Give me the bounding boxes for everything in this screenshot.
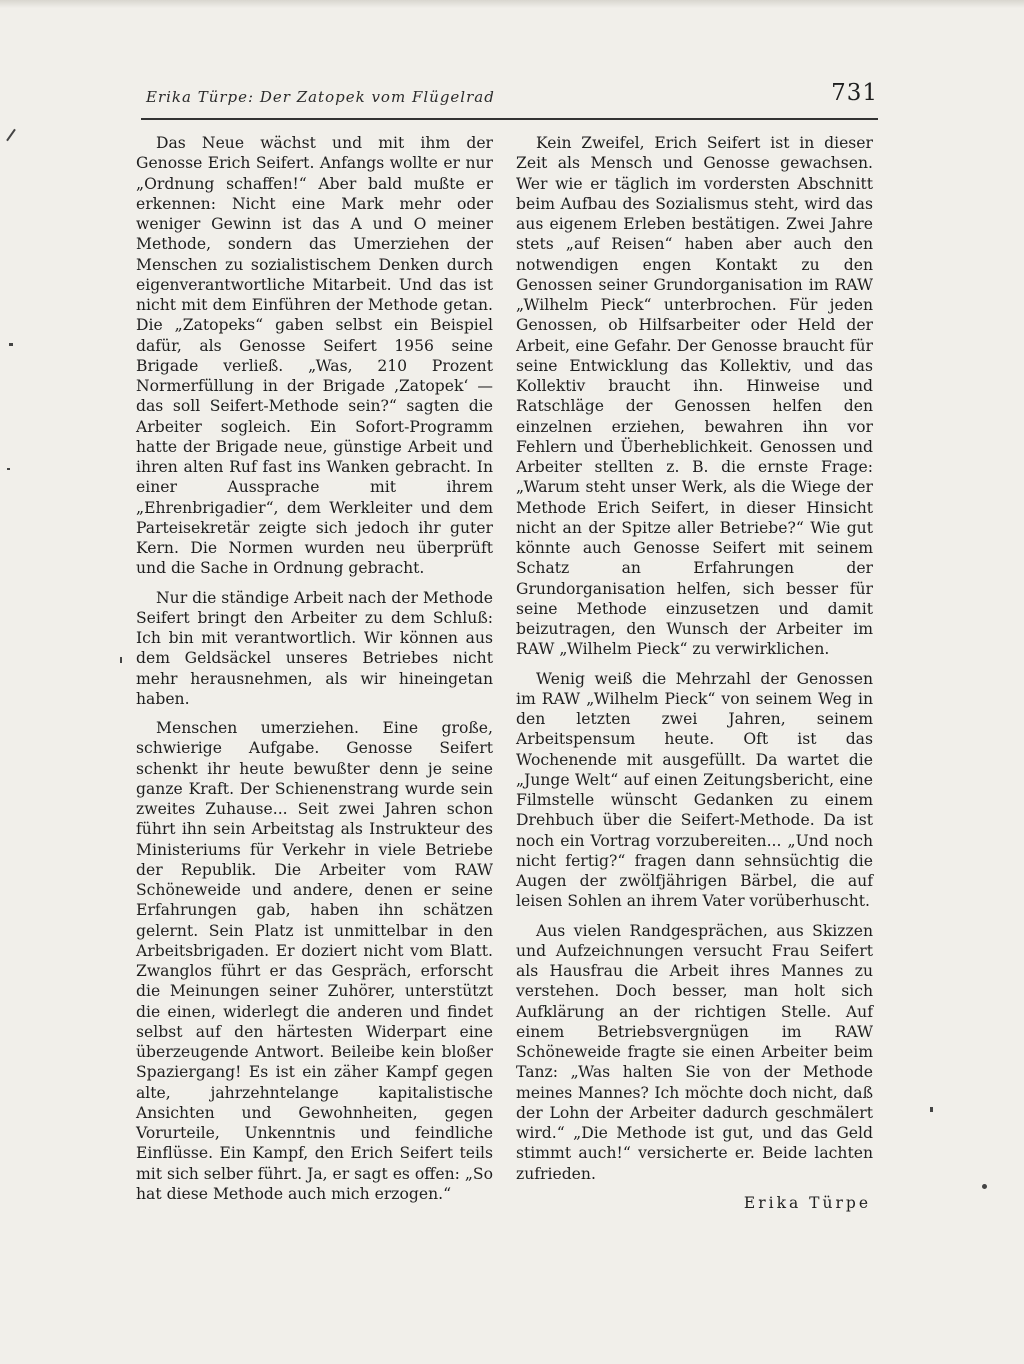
scan-speck bbox=[7, 468, 10, 470]
scan-speck bbox=[120, 657, 122, 663]
paragraph: Kein Zweifel, Erich Seifert ist in dieser Zeit als Mensch und Genosse gewachsen. Wer wie er täglich im vordersten Abschnitt beim Aufbau des Sozialismus steht, wird das aus eigenem Erleben bestätigen. Zwei Jahre stets „auf Reisen“ haben aber auch den notwendigen engen Kontakt zu den Genossen seiner Grundorganisation im RAW „Wilhelm Pieck“ unterbrochen. Für jeden Genossen, ob Hilfsarbeiter oder Held der Arbeit, eine Gefahr. Der Genosse braucht für seine Entwicklung das Kollektiv, und das Kollektiv braucht ihn. Hinweise und Ratschläge der Genossen helfen den einzelnen erziehen, bewahren ihn vor Fehlern und Überheblichkeit. Genossen und Arbeiter stellten z. B. die ernste Frage: „Warum steht unser Werk, als die Wiege der Methode Erich Seifert, in dieser Hinsicht nicht an der Spitze aller Betriebe?“ Wie gut könnte auch Genosse Seifert mit seinem Schatz an Erfahrungen der Grundorganisation helfen, sich besser für seine Methode einzusetzen und damit beizutragen, den Wunsch der Arbeiter im RAW „Wilhelm Pieck“ zu verwirklichen. bbox=[516, 134, 873, 659]
running-head: Erika Türpe: Der Zatopek vom Flügelrad bbox=[146, 88, 495, 106]
left-column bbox=[136, 133, 493, 1213]
scan-edge bbox=[0, 0, 1024, 8]
paragraph: Wenig weiß die Mehrzahl der Genossen im RAW „Wilhelm Pieck“ von seinem Weg in den letzten zwei Jahren, seinem Arbeitspensum heute. Oft ist das Wochenende mit ausgefüllt. Da wartet die „Junge Welt“ auf einen Zeitungsbericht, eine Filmstelle wünscht Gedanken zu einem Drehbuch über die Seifert-Methode. Da ist noch ein Vortrag vorzubereiten... „Und noch nicht fertig?“ fragen dann sehnsüchtig die Augen der zwölfjährigen Bärbel, die auf leisen Sohlen an ihrem Vater vorüberhuscht. bbox=[516, 669, 873, 911]
scan-speck bbox=[6, 129, 16, 142]
author-signature: Erika Türpe bbox=[743, 1193, 871, 1212]
page-number: 731 bbox=[831, 80, 878, 106]
paragraph: Das Neue wächst und mit ihm der Genosse Erich Seifert. Anfangs wollte er nur „Ordnung schaffen!“ Aber bald mußte er erkennen: Nicht eine Mark mehr oder weniger Gewinn ist das A und O meiner Methode, sondern das Umerziehen der Menschen zu sozialistischem Denken durch eigenverantwortliche Mitarbeit. Und das ist nicht mit dem Einführen der Methode getan. Die „Zatopeks“ gaben selbst ein Beispiel dafür, als Genosse Seifert 1956 seine Brigade verließ. „Was, 210 Prozent Normerfüllung in der Brigade ‚Zatopek‘ — das soll Seifert-Methode sein?“ sagten die Arbeiter sogleich. Ein Sofort-Programm hatte der Brigade neue, günstige Arbeit und ihren alten Ruf fast ins Wanken gebracht. In einer Aussprache mit ihrem „Ehrenbrigadier“, dem Werkleiter und dem Parteisekretär zeigte sich jedoch ihr guter Kern. Die Normen wurden neu überprüft und die Sache in Ordnung gebracht. bbox=[136, 134, 493, 578]
scan-speck bbox=[9, 343, 13, 346]
right-column bbox=[516, 133, 873, 1213]
header-rule bbox=[141, 118, 878, 120]
paragraph: Menschen umerziehen. Eine große, schwierige Aufgabe. Genosse Seifert schenkt ihr heute bewußter denn je seine ganze Kraft. Der Schienenstrang wurde sein zweites Zuhause... Seit zwei Jahren schon führt ihn sein Arbeitstag als Instrukteur des Ministeriums für Verkehr in viele Betriebe der Republik. Die Arbeiter vom RAW Schöneweide und andere, denen er seine Erfahrungen gab, haben ihn schätzen gelernt. Sein Platz ist unmittelbar in den Arbeitsbrigaden. Er doziert nicht vom Blatt. Zwanglos führt er das Gespräch, erforscht die Meinungen seiner Zuhörer, unterstützt die einen, widerlegt die anderen und findet selbst auf den härtesten Widerpart eine überzeugende Antwort. Beileibe kein bloßer Spaziergang! Es ist ein zäher Kampf gegen alte, jahrzehntelange kapitalistische Ansichten und Gewohnheiten, gegen Vorurteile, Unkenntnis und feindliche Einflüsse. Ein Kampf, den Erich Seifert teils mit sich selber führt. Ja, er sagt es offen: „So hat diese Methode auch mich erzogen.“ bbox=[136, 719, 493, 1203]
paragraph: Nur die ständige Arbeit nach der Methode Seifert bringt den Arbeiter zu dem Schluß: Ich bin mit verantwortlich. Wir können aus dem Geldsäckel unseres Betriebes nicht mehr herausnehmen, als wir hineingetan haben. bbox=[136, 588, 493, 708]
scan-speck bbox=[930, 1107, 933, 1112]
paragraph: Aus vielen Randgesprächen, aus Skizzen und Aufzeichnungen versucht Frau Seifert als Hausfrau die Arbeit ihres Mannes zu verstehen. Doch besser, man holt sich Aufklärung an der richtigen Stelle. Auf einem Betriebsvergnügen im RAW Schöneweide fragte sie einen Arbeiter beim Tanz: „Was halten Sie von der Methode meines Mannes? Ich möchte doch nicht, daß der Lohn der Arbeiter dadurch geschmälert wird.“ „Die Methode ist gut, und das Geld stimmt auch!“ versicherte er. Beide lachten zufrieden. bbox=[516, 921, 873, 1183]
scan-speck bbox=[982, 1184, 987, 1189]
